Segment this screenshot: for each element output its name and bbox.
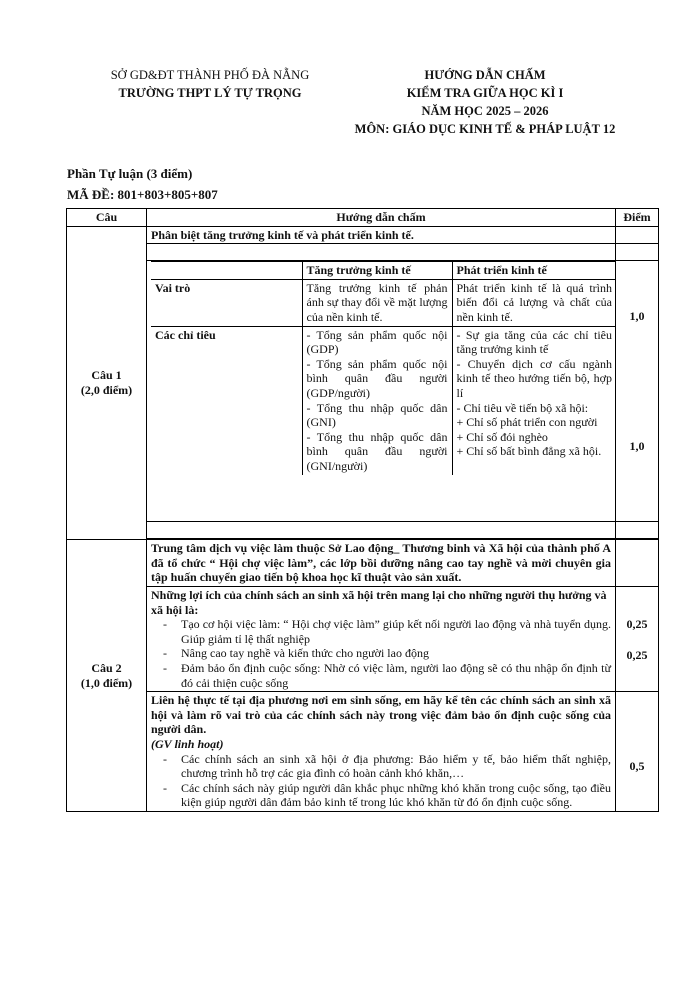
indicator-item: + Chỉ số bất bình đẳng xã hội. [456,444,602,459]
q2-part-a-cell [147,586,616,691]
q1-content-row [67,261,659,522]
q1-label: Câu 1 [91,368,122,383]
q2-part-a-score-cell [616,586,659,691]
comparison-head-development: Phát triển kinh tế [452,262,616,280]
indicator-item: - Chuyển dịch cơ cấu ngành kinh tế theo hướng tiến bộ, hợp lí [456,356,612,400]
comparison-row-indicators [151,326,616,474]
q2-part-b-row [67,692,659,812]
grading-table [66,208,659,812]
section-title: Phần Tự luận (3 điểm) [67,166,193,181]
subject-name: MÔN: GIÁO DỤC KINH TẾ & PHÁP LUẬT 12 [354,122,616,136]
q2-part-b-list [151,752,611,810]
header-score: Điểm [616,209,659,227]
empty-score-cell [616,522,659,539]
q1-points: (2,0 điểm) [80,382,133,397]
indicator-item: - Tổng sản phẩm quốc nội (GDP) [306,327,448,357]
comparison-header-row [151,262,616,280]
header-guide: Hướng dẫn chấm [147,209,616,227]
q2-part-a-title: Những lợi ích của chính sách an sinh xã hội trên mang lại cho những người thụ hưởng và xã hội là: [151,587,607,617]
exam-name: KIỂM TRA GIỮA HỌC KÌ I [406,86,564,100]
q1-spacer-row [67,244,659,261]
q2-points: (1,0 điểm) [80,675,133,690]
q2-label: Câu 2 [91,660,122,675]
q1-score-role: 1,0 [629,308,645,323]
q1-score-cell [616,261,659,522]
q2-scenario: Trung tâm dịch vụ việc làm thuộc Sở Lao động_ Thương binh và Xã hội của thành phố A đã tổ chức “ Hội chợ việc làm”, các lớp bồi dưỡng nâng cao tay nghề và mời chuyên gia tập huấn chuyển giao tiến bộ khoa học kĩ thuật vào sản xuất. [147,540,616,587]
list-item: - Các chính sách an sinh xã hội ở địa phương: Bảo hiểm y tế, bảo hiểm thất nghiệp, chương trình hỗ trợ các gia đình có hoàn cảnh khó khăn,… [181,752,611,781]
row-label-role: Vai trò [151,279,302,326]
table-header-row [67,209,659,227]
list-item: - Đảm bảo ổn định cuộc sống: Nhờ có việc làm, người lao động sẽ có thu nhập ổn định từ đó cải thiện cuộc sống [181,661,611,690]
q2-part-a-list [151,617,611,690]
q1-label-cell [67,226,147,540]
spacer-cell [147,522,616,539]
comparison-row-role [151,279,616,326]
q1-prompt: Phân biệt tăng trưởng kinh tế và phát triển kinh tế. [147,226,616,244]
indicator-item: - Tổng thu nhập quốc dân (GNI) [306,400,448,430]
q2-part-b-title: Liên hệ thực tế tại địa phương nơi em sinh sống, em hãy kể tên các chính sách an sinh xã hội và làm rõ vai trò của các chính sách này trong việc đảm bảo ổn định cuộc sống của người dân. [151,693,611,737]
indicators-development [452,326,616,474]
indicator-item: + Chỉ số phát triển con người [456,415,598,430]
list-item: - Tạo cơ hội việc làm: “ Hội chợ việc làm” giúp kết nối người lao động và nhà tuyển dụng. Giúp giảm tỉ lệ thất nghiệp [181,617,611,646]
comparison-corner [151,262,302,280]
comparison-table [151,261,616,474]
q1-score-indicators: 1,0 [629,438,645,453]
q2-scenario-row [67,540,659,587]
header-title-block [320,66,650,138]
list-item: - Các chính sách này giúp người dân khắc phục những khó khăn trong cuộc sống, tạo điều kiện giúp người dân đảm bảo kinh tế trong lúc khó khăn từ đó ổn định cuộc sống. [181,781,611,810]
row-label-indicators: Các chỉ tiêu [151,326,302,474]
school-year: NĂM HỌC 2025 – 2026 [421,104,549,118]
school-name: TRƯỜNG THPT LÝ TỰ TRỌNG [118,86,302,100]
exam-codes: MÃ ĐỀ: 801+803+805+807 [67,187,218,202]
list-item: - Nâng cao tay nghề và kiến thức cho người lao động [181,646,611,661]
indicator-item: - Sự gia tăng của các chỉ tiêu tăng trưởng kinh tế [456,327,612,357]
indicators-growth [302,326,452,474]
header-school-block [70,66,350,102]
q2-part-b-note: (GV linh hoạt) [151,736,224,751]
q2-label-cell [67,540,147,812]
header-question: Câu [67,209,147,227]
comparison-head-growth: Tăng trưởng kinh tế [302,262,452,280]
q2-part-b-score: 0,5 [616,692,659,812]
spacer-cell [147,244,616,261]
doc-title: HƯỚNG DẪN CHẤM [424,68,546,82]
q2-score-1: 0,25 [626,616,648,631]
q2-score-2: 0,25 [626,647,648,662]
role-development: Phát triển kinh tế là quá trình biến đổi cả lượng và chất của nền kinh tế. [452,279,616,326]
indicator-item: - Tổng thu nhập quốc dân bình quân đầu người (GNI/người) [306,429,448,473]
department-name: SỞ GD&ĐT THÀNH PHỐ ĐÀ NẴNG [110,68,310,82]
indicator-item: - Chỉ tiêu về tiến bộ xã hội: [456,400,589,415]
indicator-item: + Chỉ số đói nghèo [456,429,548,444]
empty-score-cell [616,226,659,244]
q1-comparison-cell [147,261,616,522]
q1-bottom-spacer-row [67,522,659,539]
q1-prompt-row [67,226,659,244]
empty-score-cell [616,244,659,261]
indicator-item: - Tổng sản phẩm quốc nội bình quân đầu người (GDP/người) [306,356,448,400]
empty-score-cell [616,540,659,587]
q2-part-a-row [67,586,659,691]
q2-part-b-cell [147,692,616,812]
role-growth: Tăng trưởng kinh tế phản ánh sự thay đổi về mặt lượng của nền kinh tế. [302,279,452,326]
